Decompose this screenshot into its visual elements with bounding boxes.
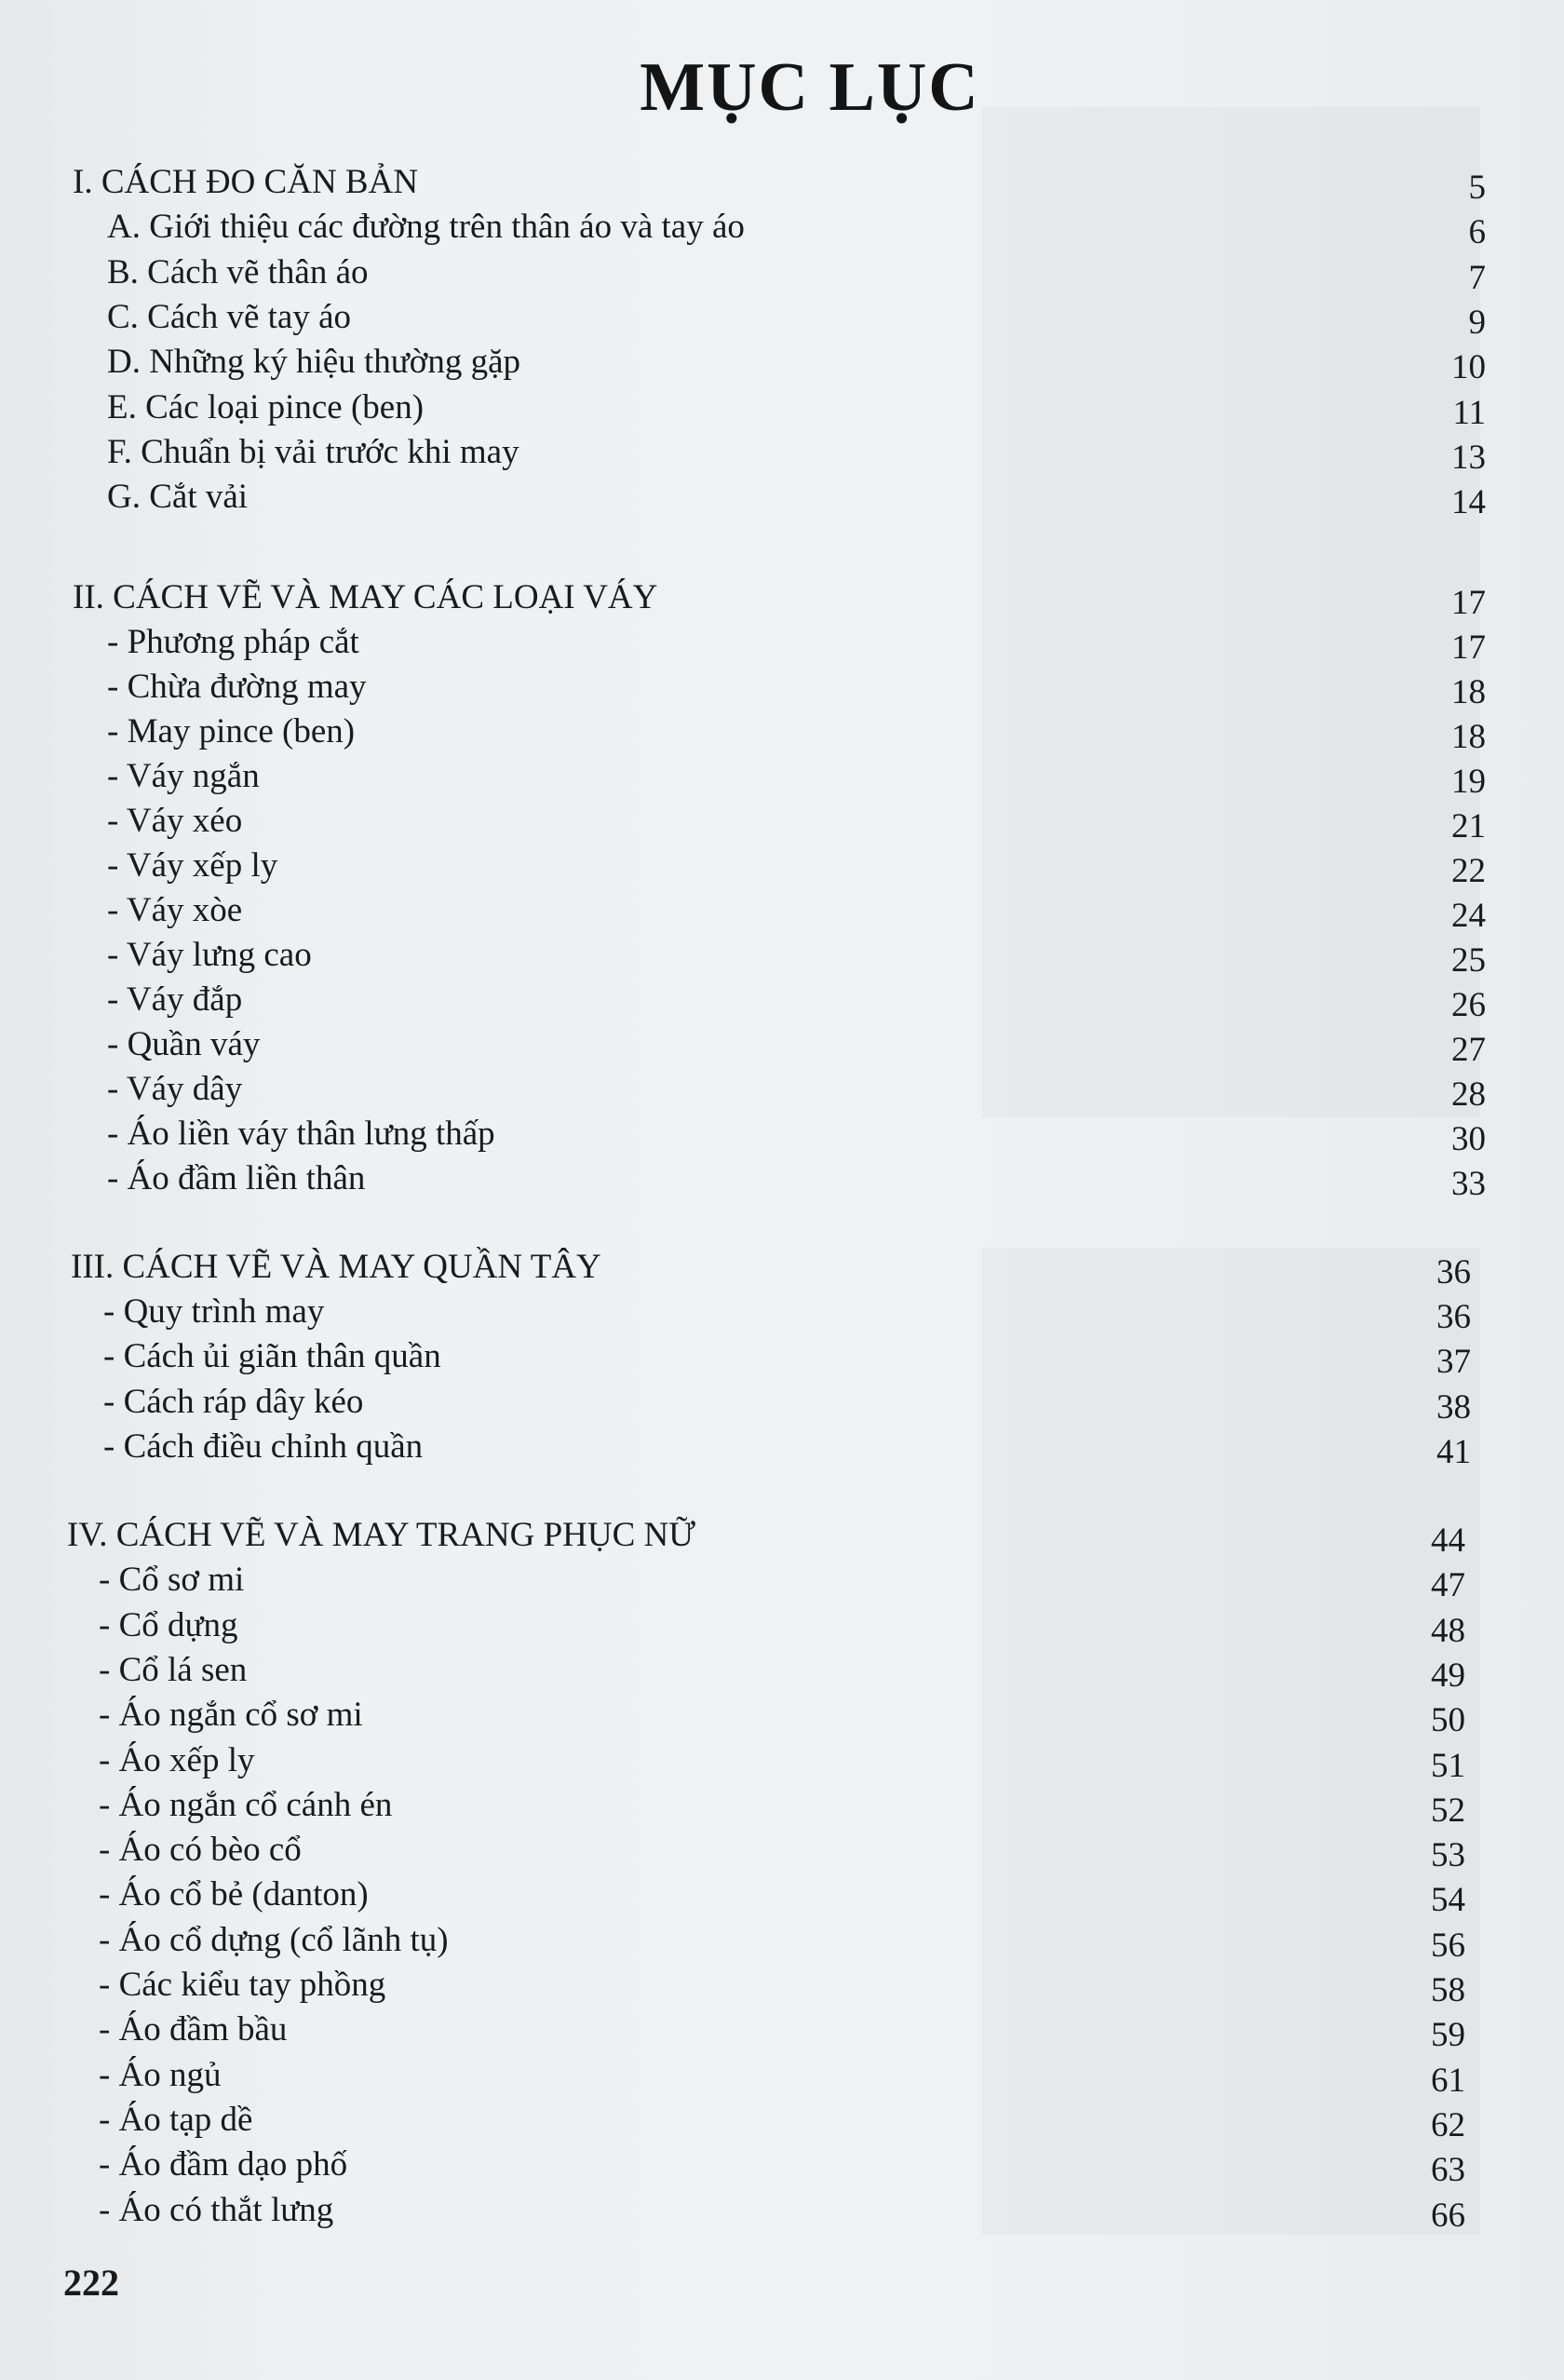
toc-entry-label: - Áo cổ bẻ (danton) [99, 1875, 369, 1913]
toc-entry-label: - Cổ dựng [99, 1606, 238, 1644]
toc-entry-label: - Áo tạp dề [99, 2101, 253, 2139]
toc-entry [0, 1738, 1564, 1783]
toc-entry [0, 888, 1564, 933]
toc-entry-page-number: 26 [1451, 986, 1486, 1024]
toc-entry-label: - Phương pháp cắt [107, 623, 359, 661]
toc-entry [0, 2098, 1564, 2143]
toc-entry [0, 385, 1564, 430]
toc-entry [0, 1380, 1564, 1425]
toc-entry-page-number: 66 [1431, 2197, 1465, 2235]
toc-entry-label: - Cách ráp dây kéo [103, 1383, 364, 1421]
toc-entry-label: - May pince (ben) [107, 712, 356, 751]
toc-entry-label: - Áo ngắn cổ cánh én [99, 1786, 393, 1824]
toc-entry-page-number: 19 [1451, 763, 1486, 801]
toc-entry-page-number: 37 [1436, 1343, 1471, 1381]
toc-entry-page-number: 47 [1431, 1566, 1465, 1604]
toc-entry-page-number: 53 [1431, 1836, 1465, 1874]
toc-entry [0, 754, 1564, 799]
toc-entry-page-number: 22 [1451, 852, 1486, 890]
page-title: MỤC LỤC [640, 49, 980, 126]
toc-entry-label: - Váy xéo [107, 802, 243, 840]
toc-entry-page-number: 63 [1431, 2151, 1465, 2189]
toc-entry-label: - Áo có thắt lưng [99, 2191, 334, 2229]
toc-entry [0, 1334, 1564, 1379]
toc-entry-page-number: 38 [1436, 1388, 1471, 1427]
toc-entry-page-number: 36 [1436, 1298, 1471, 1336]
toc-section-heading-page-number: 5 [1468, 169, 1486, 207]
toc-entry-page-number: 14 [1451, 483, 1486, 521]
toc-entry-page-number: 61 [1431, 2062, 1465, 2100]
toc-entry-page-number: 11 [1452, 394, 1486, 432]
toc-entry [0, 1425, 1564, 1469]
toc-entry-page-number: 28 [1451, 1075, 1486, 1114]
toc-entry-label: - Quy trình may [103, 1292, 325, 1331]
toc-entry-label: - Váy ngắn [107, 757, 260, 795]
toc-entry [0, 1693, 1564, 1738]
toc-entry-label: - Váy lưng cao [107, 936, 312, 974]
toc-entry-label: - Váy xòe [107, 891, 243, 929]
toc-entry [0, 1558, 1564, 1602]
toc-entry-label: B. Cách vẽ thân áo [107, 253, 369, 291]
toc-section-heading [0, 575, 1564, 620]
toc-entry [0, 340, 1564, 385]
toc-entry-page-number: 21 [1451, 807, 1486, 845]
toc-entry [0, 2053, 1564, 2098]
toc-entry-page-number: 13 [1451, 439, 1486, 477]
toc-section-heading [0, 1245, 1564, 1290]
toc-entry-page-number: 51 [1431, 1747, 1465, 1785]
toc-entry [0, 1918, 1564, 1963]
toc-entry [0, 1873, 1564, 1917]
toc-entry-label: - Áo đầm liền thân [107, 1159, 366, 1197]
toc-entry-page-number: 10 [1451, 348, 1486, 386]
toc-entry-page-number: 24 [1451, 897, 1486, 935]
toc-entry-page-number: 25 [1451, 941, 1486, 980]
toc-entry-page-number: 18 [1451, 718, 1486, 756]
toc-section-heading-label: II. CÁCH VẼ VÀ MAY CÁC LOẠI VÁY [73, 578, 658, 616]
toc-entry-page-number: 50 [1431, 1701, 1465, 1739]
toc-section-heading-label: III. CÁCH VẼ VÀ MAY QUẦN TÂY [71, 1248, 601, 1286]
toc-entry [0, 1290, 1564, 1334]
toc-entry [0, 710, 1564, 754]
toc-section-heading-label: I. CÁCH ĐO CĂN BẢN [73, 163, 419, 201]
toc-entry-page-number: 30 [1451, 1120, 1486, 1158]
toc-entry-label: F. Chuẩn bị vải trước khi may [107, 433, 519, 471]
toc-entry-page-number: 56 [1431, 1927, 1465, 1965]
toc-entry-label: - Áo đầm bầu [99, 2010, 288, 2049]
toc-entry-label: - Áo liền váy thân lưng thấp [107, 1115, 495, 1153]
toc-entry [0, 665, 1564, 710]
toc-section-heading-page-number: 44 [1431, 1521, 1465, 1560]
footer-page-number: 222 [63, 2262, 119, 2304]
toc-entry-page-number: 18 [1451, 673, 1486, 711]
toc-entry-page-number: 48 [1431, 1612, 1465, 1650]
toc-section-heading [0, 1513, 1564, 1558]
toc-entry-label: - Cổ sơ mi [99, 1561, 245, 1599]
toc-entry-page-number: 6 [1468, 213, 1486, 251]
toc-entry-page-number: 52 [1431, 1792, 1465, 1830]
toc-entry-label: A. Giới thiệu các đường trên thân áo và tay áo [107, 208, 745, 246]
toc-entry [0, 1603, 1564, 1648]
toc-entry-label: D. Những ký hiệu thường gặp [107, 343, 521, 381]
toc-entry [0, 844, 1564, 888]
toc-section-heading-label: IV. CÁCH VẼ VÀ MAY TRANG PHỤC NỮ [67, 1516, 695, 1554]
toc-entry-page-number: 17 [1451, 629, 1486, 667]
toc-entry-page-number: 62 [1431, 2106, 1465, 2144]
toc-entry-label: - Chừa đường may [107, 668, 367, 706]
toc-entry [0, 1022, 1564, 1067]
toc-entry-label: - Cách ủi giãn thân quần [103, 1337, 441, 1375]
toc-entry [0, 475, 1564, 520]
toc-entry-page-number: 7 [1468, 259, 1486, 297]
toc-entry [0, 2143, 1564, 2187]
toc-entry-label: - Váy đắp [107, 980, 243, 1019]
toc-entry-label: - Áo có bèo cổ [99, 1831, 302, 1869]
toc-entry [0, 2188, 1564, 2233]
toc-entry-page-number: 58 [1431, 1971, 1465, 2009]
toc-entry-page-number: 33 [1451, 1165, 1486, 1203]
toc-entry-label: C. Cách vẽ tay áo [107, 298, 351, 336]
toc-entry [0, 978, 1564, 1022]
toc-entry [0, 799, 1564, 844]
toc-section-heading-page-number: 36 [1436, 1253, 1471, 1291]
toc-entry-label: - Áo xếp ly [99, 1741, 255, 1779]
toc-entry [0, 205, 1564, 250]
toc-entry [0, 1828, 1564, 1873]
toc-entry-label: - Cách điều chỉnh quần [103, 1427, 424, 1466]
toc-entry-label: - Váy dây [107, 1070, 243, 1108]
toc-entry [0, 1067, 1564, 1112]
toc-section-heading-page-number: 17 [1451, 584, 1486, 622]
toc-entry [0, 620, 1564, 665]
toc-entry-page-number: 54 [1431, 1881, 1465, 1919]
toc-entry-page-number: 41 [1436, 1433, 1471, 1471]
toc-entry-label: - Cổ lá sen [99, 1651, 248, 1689]
toc-entry [0, 250, 1564, 295]
toc-entry-label: - Váy xếp ly [107, 846, 278, 885]
toc-entry [0, 430, 1564, 475]
toc-entry [0, 1963, 1564, 2008]
toc-entry-page-number: 59 [1431, 2016, 1465, 2054]
toc-entry-label: G. Cắt vải [107, 478, 249, 516]
toc-entry-page-number: 49 [1431, 1657, 1465, 1695]
toc-entry [0, 1648, 1564, 1693]
toc-entry-label: - Áo cổ dựng (cổ lãnh tụ) [99, 1921, 449, 1959]
toc-entry-label: E. Các loại pince (ben) [107, 388, 425, 426]
toc-entry [0, 933, 1564, 978]
toc-entry-page-number: 27 [1451, 1031, 1486, 1069]
toc-entry-label: - Quần váy [107, 1025, 261, 1063]
toc-entry [0, 2008, 1564, 2052]
toc-entry-label: - Áo ngủ [99, 2056, 222, 2094]
toc-entry-label: - Các kiểu tay phồng [99, 1966, 386, 2004]
toc-entry [0, 1783, 1564, 1828]
toc-entry [0, 295, 1564, 340]
toc-entry-label: - Áo ngắn cổ sơ mi [99, 1696, 363, 1734]
toc-entry-label: - Áo đầm dạo phố [99, 2145, 348, 2184]
toc-entry [0, 1156, 1564, 1201]
toc-entry [0, 1112, 1564, 1156]
toc-entry-page-number: 9 [1468, 304, 1486, 342]
toc-section-heading [0, 160, 1564, 205]
